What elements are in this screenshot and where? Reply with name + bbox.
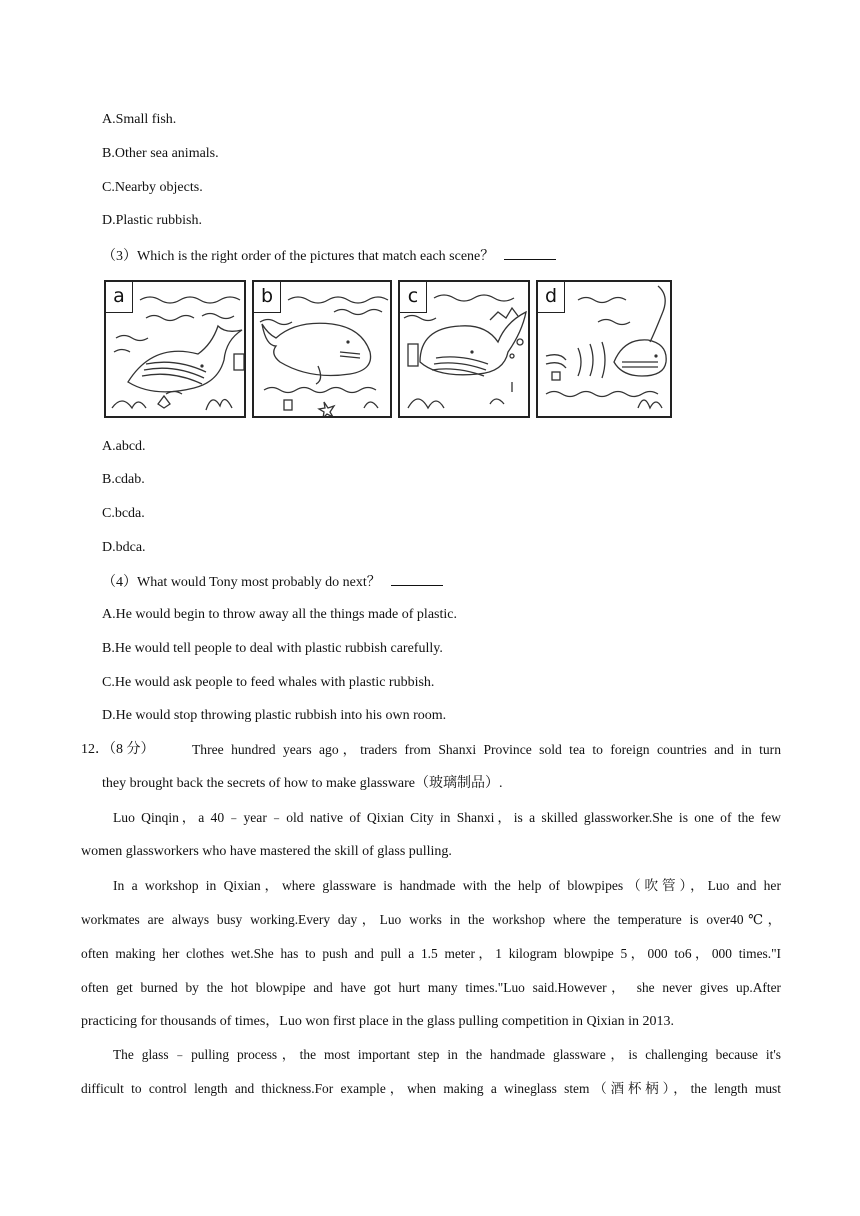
q3-option-b: B.cdab. <box>102 472 145 487</box>
q12-para3-line4: often get burned by the hot blowpipe and have got hurt many times."Luo said.However， she never gives up.After <box>81 980 781 995</box>
q2-option-c: C.Nearby objects. <box>102 180 203 195</box>
q4-option-d: D.He would stop throwing plastic rubbish into his own room. <box>102 708 447 723</box>
q12-para1-line2: they brought back the secrets of how to make glassware（玻璃制品）. <box>102 776 503 791</box>
q12-para3-line5: practicing for thousands of times，Luo won first place in the glass pulling competition in Qixian in 2013. <box>81 1014 674 1029</box>
q2-option-d: D.Plastic rubbish. <box>102 213 202 228</box>
q2-option-a: A.Small fish. <box>102 112 177 127</box>
q12-para4-line1: The glass﹣pulling process，the most important step in the handmade glassware，is challenging because it's <box>113 1047 781 1062</box>
q4-stem-text: （4）What would Tony most probably do next？ <box>102 575 381 590</box>
picture-panel-c <box>398 280 530 418</box>
q3-stem-text: （3）Which is the right order of the pictures that match each scene？ <box>102 249 495 264</box>
q12-para3-line1: In a workshop in Qixian，where glassware is handmade with the help of blowpipes（吹管），Luo and her <box>113 878 781 893</box>
q12-para3-line3: often making her clothes wet.She has to push and pull a 1.5 meter，1 kilogram blowpipe 5，000 to6，000 times."I <box>81 946 781 961</box>
q4-option-b: B.He would tell people to deal with plastic rubbish carefully. <box>102 641 443 656</box>
whale-picture-strip <box>104 280 672 420</box>
q12-para3-line2: workmates are always busy working.Every day，Luo works in the workshop where the temperature is over40℃， <box>81 912 781 927</box>
q12-para1-line1: Three hundred years ago，traders from Shanxi Province sold tea to foreign countries and in turn <box>192 742 781 757</box>
picture-panel-d <box>536 280 672 418</box>
q3-option-c: C.bcda. <box>102 506 145 521</box>
q3-option-d: D.bdca. <box>102 540 146 555</box>
picture-panel-a <box>104 280 246 418</box>
answer-blank <box>504 245 556 260</box>
panel-label-c: c <box>400 282 427 313</box>
panel-label-b: b <box>254 282 281 313</box>
picture-panel-b <box>252 280 392 418</box>
q4-option-a: A.He would begin to throw away all the things made of plastic. <box>102 607 457 622</box>
q3-stem <box>102 245 556 267</box>
panel-label-d: d <box>538 282 565 313</box>
q2-option-b: B.Other sea animals. <box>102 146 219 161</box>
panel-label-a: a <box>106 282 133 313</box>
q4-stem <box>102 571 443 593</box>
q12-para2-line2: women glassworkers who have mastered the skill of glass pulling. <box>81 844 452 859</box>
q12-header: 12．（8 分） <box>81 742 155 757</box>
q3-option-a: A.abcd. <box>102 439 146 454</box>
q12-para4-line2: difficult to control length and thickness.For example，when making a wineglass stem（酒杯柄），the length must <box>81 1081 781 1096</box>
answer-blank <box>391 571 443 586</box>
q12-para2-line1: Luo Qinqin，a 40﹣year﹣old native of Qixian City in Shanxi，is a skilled glassworker.She is one of the few <box>113 810 781 825</box>
q4-option-c: C.He would ask people to feed whales with plastic rubbish. <box>102 675 435 690</box>
